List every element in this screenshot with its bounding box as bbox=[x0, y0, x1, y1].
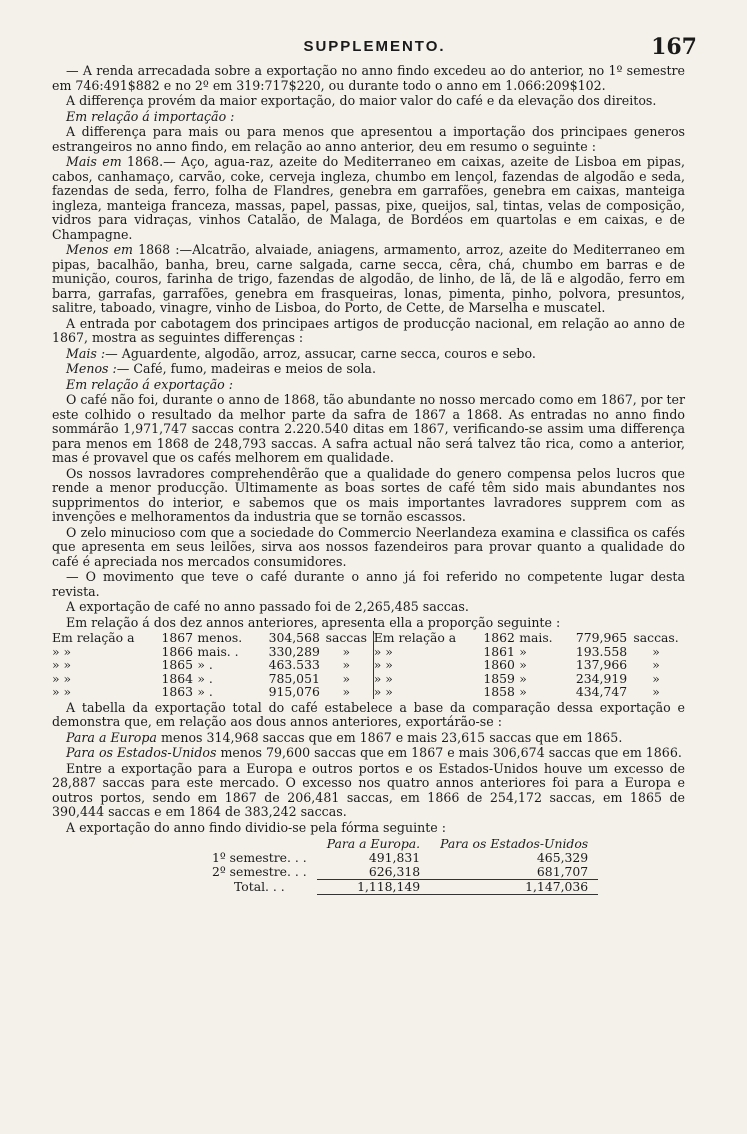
cell: 1860 bbox=[483, 657, 515, 672]
paragraph: Em relação á dos dez annos anteriores, apresenta ella a proporção seguinte : bbox=[66, 614, 561, 630]
paragraph: O café não foi, durante o anno de 1868, tão abundante no nosso mercado como em 1867, por ter este colhido o resultado da melhor parte da safra de 1867 a 1868. As entradas no anno findo sommárão 1,971,747 saccas contra 2.220.540 ditas em 1867, verificando-se assim uma differença para menos em 1868 de 248,793 saccas. A safra actual não será talvez tão rica, como a anterior, mas é provavel que os cafés melhorem em qualidade. bbox=[52, 392, 685, 465]
cell: 1,147,036 bbox=[430, 880, 598, 895]
table-row bbox=[52, 672, 685, 686]
paragraph-europa bbox=[52, 731, 685, 746]
cell: » bbox=[652, 643, 660, 659]
cell: 785,051 bbox=[268, 670, 320, 686]
cell: 1861 bbox=[483, 643, 515, 659]
cell: 1864 bbox=[161, 670, 193, 686]
cell: Em relação a bbox=[373, 630, 457, 645]
cell: 463.533 bbox=[268, 657, 320, 672]
cell: » » bbox=[373, 670, 393, 686]
cell: 193.558 bbox=[575, 643, 628, 659]
paragraph-menos bbox=[52, 243, 685, 316]
table-row bbox=[52, 658, 685, 672]
cell: 1867 bbox=[161, 630, 193, 645]
cell: » » bbox=[52, 670, 72, 686]
cell: » » bbox=[373, 643, 393, 659]
cell: 779,965 bbox=[575, 630, 628, 645]
cab-mais-label: Mais : bbox=[66, 345, 106, 361]
cell: Total. . . bbox=[233, 879, 285, 894]
cell: » bbox=[652, 670, 660, 686]
section-heading-export: Em relação á exportação : bbox=[66, 376, 233, 392]
eua-label: Para os Estados-Unidos bbox=[66, 745, 217, 760]
cell: » bbox=[652, 657, 660, 672]
table-row bbox=[52, 645, 685, 659]
cell: 1865 bbox=[161, 657, 193, 672]
table-row bbox=[202, 851, 598, 865]
mais-label: Mais em bbox=[66, 154, 122, 169]
cell: 626,318 bbox=[317, 865, 430, 880]
paragraph: — O movimento que teve o café durante o anno já foi referido no competente lugar desta revista. bbox=[52, 569, 685, 599]
cell: » bbox=[320, 672, 373, 686]
paragraph: A exportação de café no anno passado foi de 2,265,485 saccas. bbox=[66, 599, 469, 614]
cell: 1863 bbox=[161, 684, 193, 699]
cell bbox=[202, 837, 317, 851]
cell: » » bbox=[373, 684, 393, 699]
paragraph: — A renda arrecadada sobre a exportação no anno findo excedeu ao do anterior, no 1º semestre em 746:491$882 e no 2º em 319:717$220, ou durante todo o anno em 1.066:209$102. bbox=[52, 63, 685, 93]
cell: saccas. bbox=[633, 630, 679, 645]
cell: saccas bbox=[320, 631, 373, 645]
cell: 491,831 bbox=[368, 850, 421, 865]
cell: » bbox=[320, 658, 373, 672]
paragraph: A entrada por cabotagem dos principaes artigos de producção nacional, em relação ao anno de 1867, mostra as seguintes differenças : bbox=[52, 315, 685, 345]
cell: » » bbox=[52, 684, 72, 699]
cell: mais. bbox=[519, 630, 553, 645]
cab-menos-text: — Café, fumo, madeiras e meios de sola. bbox=[116, 361, 376, 376]
cabotagem-menos bbox=[52, 362, 685, 377]
cabotagem-mais bbox=[52, 347, 685, 362]
paragraph: A differença provém da maior exportação, do maior valor do café e da elevação dos direitos. bbox=[66, 93, 657, 108]
page-body bbox=[52, 64, 685, 895]
paragraph: Entre a exportação para a Europa e outros portos e os Estados-Unidos houve um excesso de 28,887 saccas para este mercado. O excesso nos quatro annos anteriores foi para a Europa e outros portos, sendo em 1867 de 206,481 saccas, em 1866 de 254,172 saccas, em 1865 de 390,444 saccas e em 1864 de 383,242 saccas. bbox=[52, 760, 685, 819]
cell: 1858 bbox=[483, 684, 515, 699]
cell: 1859 bbox=[483, 670, 515, 686]
page-header bbox=[52, 34, 697, 60]
cell: 434,747 bbox=[575, 684, 628, 699]
cell: menos. bbox=[197, 630, 243, 645]
cell: 304,568 bbox=[268, 630, 320, 645]
cell: » bbox=[320, 645, 373, 659]
cell: 1,118,149 bbox=[317, 880, 430, 895]
section-heading-import: Em relação á importação : bbox=[66, 108, 235, 124]
cell: » . bbox=[197, 670, 213, 686]
europa-label: Para a Europa bbox=[66, 729, 157, 745]
col-header-eua: Para os Estados-Unidos bbox=[440, 836, 589, 851]
cell: » . bbox=[197, 657, 213, 672]
cell: 465,329 bbox=[536, 850, 589, 865]
cab-mais-text: — Aguardente, algodão, arroz, assucar, carne secca, couros e sebo. bbox=[105, 345, 536, 361]
paragraph-eua bbox=[52, 746, 685, 761]
menos-label: Menos em bbox=[66, 242, 134, 257]
table-row bbox=[202, 865, 598, 880]
mais-text: 1868.— Aço, agua-raz, azeite do Mediterraneo em caixas, azeite de Lisboa em pipas, cabos, canhamaço, carvão, coke, cerveja ingleza, chumbo em lençol, fazendas de algodão e seda, fazendas de seda, ferro, folha de Flandres, genebra em garrafões, genebra em caixas, manteiga ingleza, manteiga franceza, massas, papel, passas, pixe, queijos, sal, tintas, velas de composição, vidros para vidraças, vinhos Catalão, de Malaga, de Bordéos em quartolas e em caixas, e de Champagne. bbox=[52, 154, 685, 242]
cell: mais. . bbox=[197, 643, 239, 659]
cell: » » bbox=[52, 657, 72, 672]
cell: » bbox=[652, 684, 660, 699]
paragraph: A differença para mais ou para menos que apresentou a importação dos principaes generos estrangeiros no anno findo, em relação ao anno anterior, deu em resumo o seguinte : bbox=[52, 124, 685, 154]
cell: » . bbox=[197, 684, 213, 699]
cell: » » bbox=[52, 643, 72, 659]
cell: Em relação a bbox=[52, 630, 135, 645]
comparison-table bbox=[52, 631, 685, 699]
page-number: 167 bbox=[651, 34, 697, 60]
cell: » bbox=[519, 670, 527, 686]
cell: 330,289 bbox=[268, 643, 320, 659]
europa-text: menos 314,968 saccas que em 1867 e mais 23,615 saccas que em 1865. bbox=[160, 729, 623, 745]
table-row-total bbox=[202, 880, 598, 895]
cell: » bbox=[320, 685, 373, 699]
page-title: SUPPLEMENTO. bbox=[303, 38, 446, 55]
paragraph-mais bbox=[52, 155, 685, 242]
cell: 2º semestre. . . bbox=[212, 864, 307, 880]
cell: 1º semestre. . . bbox=[212, 850, 307, 865]
col-header-europa: Para a Europa. bbox=[326, 836, 421, 851]
cab-menos-label: Menos : bbox=[66, 361, 117, 376]
cell: » » bbox=[373, 657, 393, 672]
cell: 1866 bbox=[161, 643, 193, 659]
cell: 137,966 bbox=[575, 657, 628, 672]
cell: 1862 bbox=[483, 630, 515, 645]
cell: » bbox=[519, 684, 527, 699]
paragraph: O zelo minucioso com que a sociedade do Commercio Neerlandeza examina e classifica os cafés que apresenta em seus leilões, sirva aos nossos fazendeiros para provar quanto a qualidade do café é apreciada nos mercados consumidores. bbox=[52, 524, 685, 569]
table-header-row bbox=[202, 837, 598, 851]
table-row bbox=[52, 685, 685, 699]
cell: 234,919 bbox=[575, 670, 628, 686]
menos-text: 1868 :—Alcatrão, alvaiade, aniagens, armamento, arroz, azeite do Mediterraneo em pipas, bacalhão, banha, breu, carne salgada, carne secca, cêra, chá, chumbo em barras e de munição, couros, farinha de trigo, fazendas de algodão, de linho, de lã, de lã e algodão, ferro em barra, garrafas, garrafões, genebra em frasqueiras, lonas, pimenta, pinho, polvora, presuntos, salitre, taboado, vinagre, vinho de Lisboa, do Porto, de Cette, de Marselha e muscatel. bbox=[52, 242, 685, 315]
division-table bbox=[202, 837, 598, 895]
cell: 915,076 bbox=[268, 684, 320, 699]
cell: » bbox=[519, 643, 527, 659]
eua-text: menos 79,600 saccas que em 1867 e mais 306,674 saccas que em 1866. bbox=[220, 745, 682, 760]
paragraph: A tabella da exportação total do café estabelece a base da comparação dessa exportação e demonstra que, em relação aos dous annos anteriores, exportárão-se : bbox=[52, 699, 685, 729]
cell: » bbox=[519, 657, 527, 672]
table-row bbox=[52, 631, 685, 645]
paragraph: A exportação do anno findo dividio-se pela fórma seguinte : bbox=[66, 819, 446, 835]
cell: 681,707 bbox=[430, 865, 598, 880]
paragraph: Os nossos lavradores comprehendêrão que a qualidade do genero compensa pelos lucros que rende a menor producção. Ultimamente as boas sortes de café têm sido mais abundantes nos supprimentos do interior, e sabemos que os mais importantes lavradores supprem com as invenções e melhoramentos da industria que se tornão escassos. bbox=[52, 465, 685, 524]
